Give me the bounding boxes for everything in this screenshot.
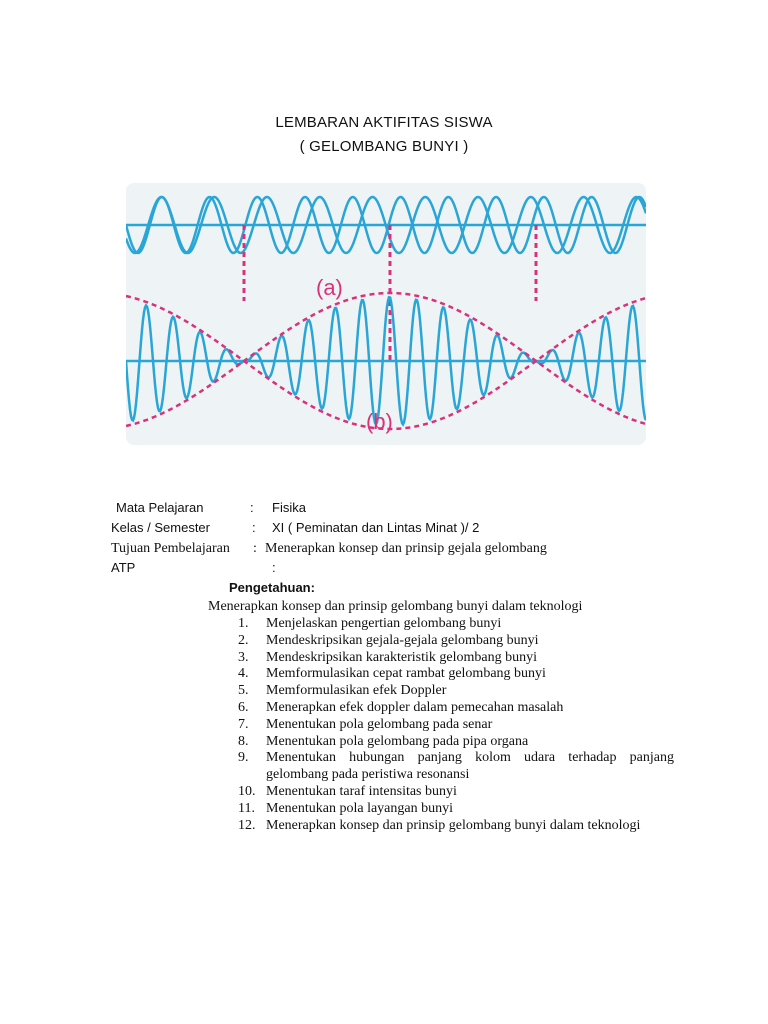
knowledge-heading: Pengetahuan:: [229, 580, 315, 595]
atp-colon: :: [272, 560, 276, 575]
objective-text: Menentukan pola gelombang pada pipa organa: [266, 733, 529, 749]
page-subtitle: ( GELOMBANG BUNYI ): [299, 138, 469, 155]
class-value: XI ( Peminatan dan Lintas Minat )/ 2: [272, 520, 480, 535]
objective-item: [238, 616, 674, 633]
objective-text: Mendeskripsikan gejala-gejala gelombang bunyi: [266, 632, 539, 648]
objective-item: [238, 818, 674, 835]
label-b: (b): [366, 409, 393, 434]
objective-item: [238, 700, 674, 717]
objective-text: Menerapkan konsep dan prinsip gelombang bunyi dalam teknologi: [266, 817, 641, 833]
objective-text: Memformulasikan cepat rambat gelombang bunyi: [266, 666, 546, 682]
objective-item: [238, 666, 674, 683]
objective-text: Menentukan hubungan panjang kolom udara terhadap panjang gelombang pada peristiwa resonansi: [266, 750, 674, 783]
class-colon: :: [252, 520, 256, 535]
objective-item: [238, 683, 674, 700]
objective-number: 11.: [238, 800, 255, 816]
objective-item: [238, 784, 674, 801]
objective-number: 8.: [238, 733, 249, 749]
objective-number: 7.: [238, 716, 249, 732]
objective-number: 5.: [238, 683, 249, 699]
objective-text: Menentukan pola layangan bunyi: [266, 800, 454, 816]
objective-item: [238, 650, 674, 667]
objective-number: 1.: [238, 616, 249, 631]
goal-label: Tujuan Pembelajaran: [111, 541, 230, 556]
objective-number: 10.: [238, 783, 256, 799]
objective-number: 3.: [238, 649, 249, 665]
objective-text: Menerapkan efek doppler dalam pemecahan masalah: [266, 699, 564, 715]
goal-value: Menerapkan konsep dan prinsip gejala gelombang: [265, 541, 547, 556]
beat-wave-illustration: [126, 183, 646, 445]
objective-text: Menentukan taraf intensitas bunyi: [266, 783, 457, 799]
objective-number: 9.: [238, 750, 249, 766]
objective-item: [238, 633, 674, 650]
objective-item: [238, 717, 674, 734]
objective-number: 12.: [238, 817, 256, 833]
objective-item: [238, 801, 674, 818]
knowledge-main-objective: Menerapkan konsep dan prinsip gelombang bunyi dalam teknologi: [208, 599, 583, 614]
objective-number: 2.: [238, 632, 249, 648]
objective-number: 6.: [238, 699, 249, 715]
objective-text: Mendeskripsikan karakteristik gelombang bunyi: [266, 649, 537, 665]
goal-colon: :: [253, 541, 257, 556]
objective-text: Menentukan pola gelombang pada senar: [266, 716, 493, 732]
class-label: Kelas / Semester: [111, 520, 210, 535]
atp-label: ATP: [111, 560, 136, 575]
subject-colon: :: [250, 500, 254, 515]
subject-value: Fisika: [272, 500, 306, 515]
wave-a-superposed: [126, 197, 646, 253]
beat-wave-figure: [126, 183, 646, 445]
page-title: LEMBARAN AKTIFITAS SISWA: [275, 114, 493, 131]
objective-list: [238, 616, 674, 834]
objective-item: [238, 750, 674, 784]
wave-b-beat: [126, 297, 646, 424]
objective-text: Memformulasikan efek Doppler: [266, 683, 447, 699]
label-a: (a): [316, 275, 343, 300]
objective-item: [238, 734, 674, 751]
objective-number: 4.: [238, 666, 249, 682]
subject-label: Mata Pelajaran: [116, 500, 204, 515]
objective-text: Menjelaskan pengertian gelombang bunyi: [266, 616, 502, 631]
